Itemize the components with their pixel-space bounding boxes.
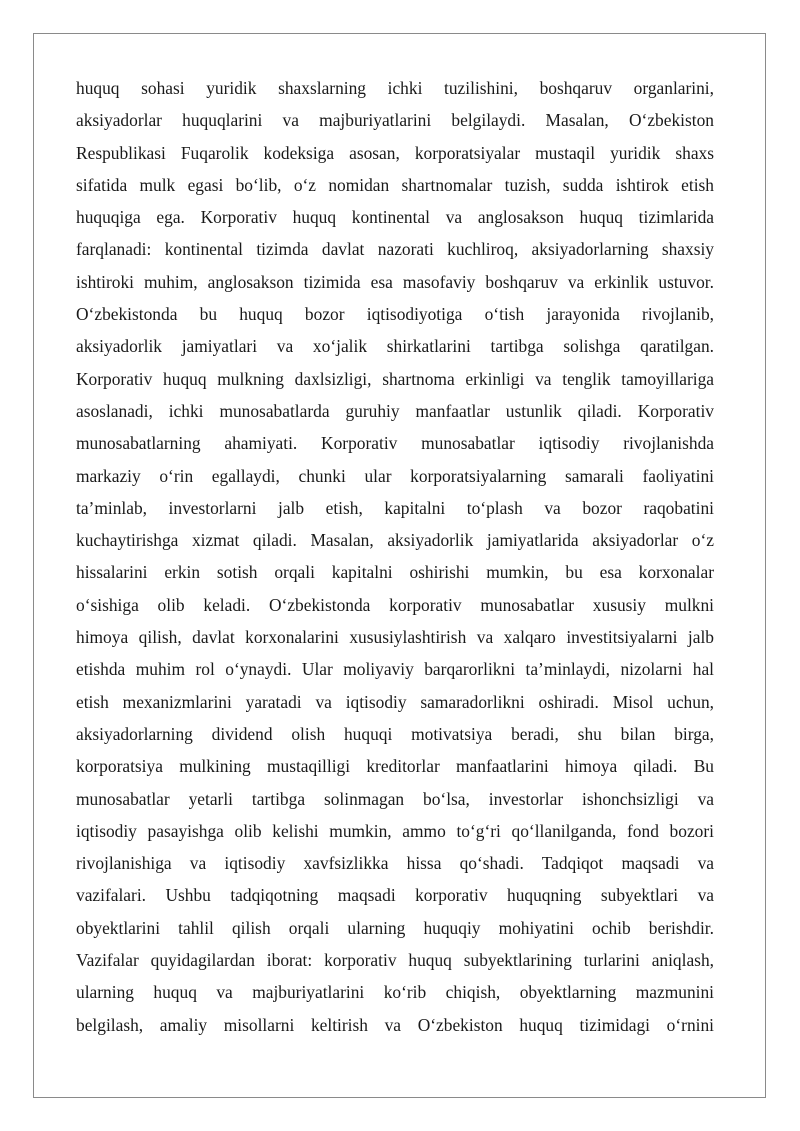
text-line: o‘sishiga olib keladi. O‘zbekistonda korporativ munosabatlar xususiy mulkni: [76, 594, 714, 615]
text-line: farqlanadi: kontinental tizimda davlat nazorati kuchliroq, aksiyadorlarning shaxsiy: [76, 239, 714, 260]
document-body: [76, 72, 714, 1041]
text-line: O‘zbekistonda bu huquq bozor iqtisodiyotiga o‘tish jarayonida rivojlanib,: [76, 304, 714, 325]
text-line: huquq sohasi yuridik shaxslarning ichki tuzilishini, boshqaruv organlarini,: [76, 78, 714, 98]
text-line: himoya qilish, davlat korxonalarini xususiylashtirish va xalqaro investitsiyalarni jalb: [76, 627, 714, 648]
text-line: aksiyadorlik jamiyatlari va xo‘jalik shirkatlarini tartibga solishga qaratilgan.: [76, 336, 714, 357]
text-line: Respublikasi Fuqarolik kodeksiga asosan, korporatsiyalar mustaqil yuridik shaxs: [76, 142, 714, 163]
text-line: ishtiroki muhim, anglosakson tizimida esa masofaviy boshqaruv va erkinlik ustuvor.: [76, 271, 714, 292]
text-line: Vazifalar quyidagilardan iborat: korporativ huquq subyektlarining turlarini aniqlash,: [76, 950, 714, 971]
text-line: kuchaytirishga xizmat qiladi. Masalan, aksiyadorlik jamiyatlarida aksiyadorlar o‘z: [76, 530, 714, 551]
text-line: huquqiga ega. Korporativ huquq kontinental va anglosakson huquq tizimlarida: [76, 207, 714, 228]
text-line: aksiyadorlarning dividend olish huquqi motivatsiya beradi, shu bilan birga,: [76, 723, 714, 744]
text-line: iqtisodiy pasayishga olib kelishi mumkin, ammo to‘g‘ri qo‘llanilganda, fond bozori: [76, 820, 714, 841]
text-line: etishda muhim rol o‘ynaydi. Ular moliyaviy barqarorlikni ta’minlaydi, nizolarni hal: [76, 659, 714, 680]
text-line: korporatsiya mulkining mustaqilligi kreditorlar manfaatlarini himoya qiladi. Bu: [76, 756, 714, 777]
text-line: ularning huquq va majburiyatlarini ko‘rib chiqish, obyektlarning mazmunini: [76, 982, 714, 1003]
text-line: asoslanadi, ichki munosabatlarda guruhiy manfaatlar ustunlik qiladi. Korporativ: [76, 400, 714, 421]
text-line: obyektlarini tahlil qilish orqali ularning huquqiy mohiyatini ochib berishdir.: [76, 917, 714, 938]
text-line: markaziy o‘rin egallaydi, chunki ular korporatsiyalarning samarali faoliyatini: [76, 465, 714, 486]
text-line: munosabatlar yetarli tartibga solinmagan bo‘lsa, investorlar ishonchsizligi va: [76, 788, 714, 809]
text-line: belgilash, amaliy misollarni keltirish va O‘zbekiston huquq tizimidagi o‘rnini: [76, 1014, 714, 1035]
text-line: munosabatlarning ahamiyati. Korporativ munosabatlar iqtisodiy rivojlanishda: [76, 433, 714, 454]
text-line: ta’minlab, investorlarni jalb etish, kapitalni to‘plash va bozor raqobatini: [76, 497, 714, 518]
text-line: etish mexanizmlarini yaratadi va iqtisodiy samaradorlikni oshiradi. Misol uchun,: [76, 691, 714, 712]
text-line: rivojlanishiga va iqtisodiy xavfsizlikka hissa qo‘shadi. Tadqiqot maqsadi va: [76, 853, 714, 874]
text-line: aksiyadorlar huquqlarini va majburiyatlarini belgilaydi. Masalan, O‘zbekiston: [76, 110, 714, 131]
text-line: vazifalari. Ushbu tadqiqotning maqsadi korporativ huquqning subyektlari va: [76, 885, 714, 906]
text-line: Korporativ huquq mulkning daxlsizligi, shartnoma erkinligi va tenglik tamoyillariga: [76, 368, 714, 389]
text-line: hissalarini erkin sotish orqali kapitalni oshirishi mumkin, bu esa korxonalar: [76, 562, 714, 583]
text-line: sifatida mulk egasi bo‘lib, o‘z nomidan shartnomalar tuzish, sudda ishtirok etish: [76, 174, 714, 195]
